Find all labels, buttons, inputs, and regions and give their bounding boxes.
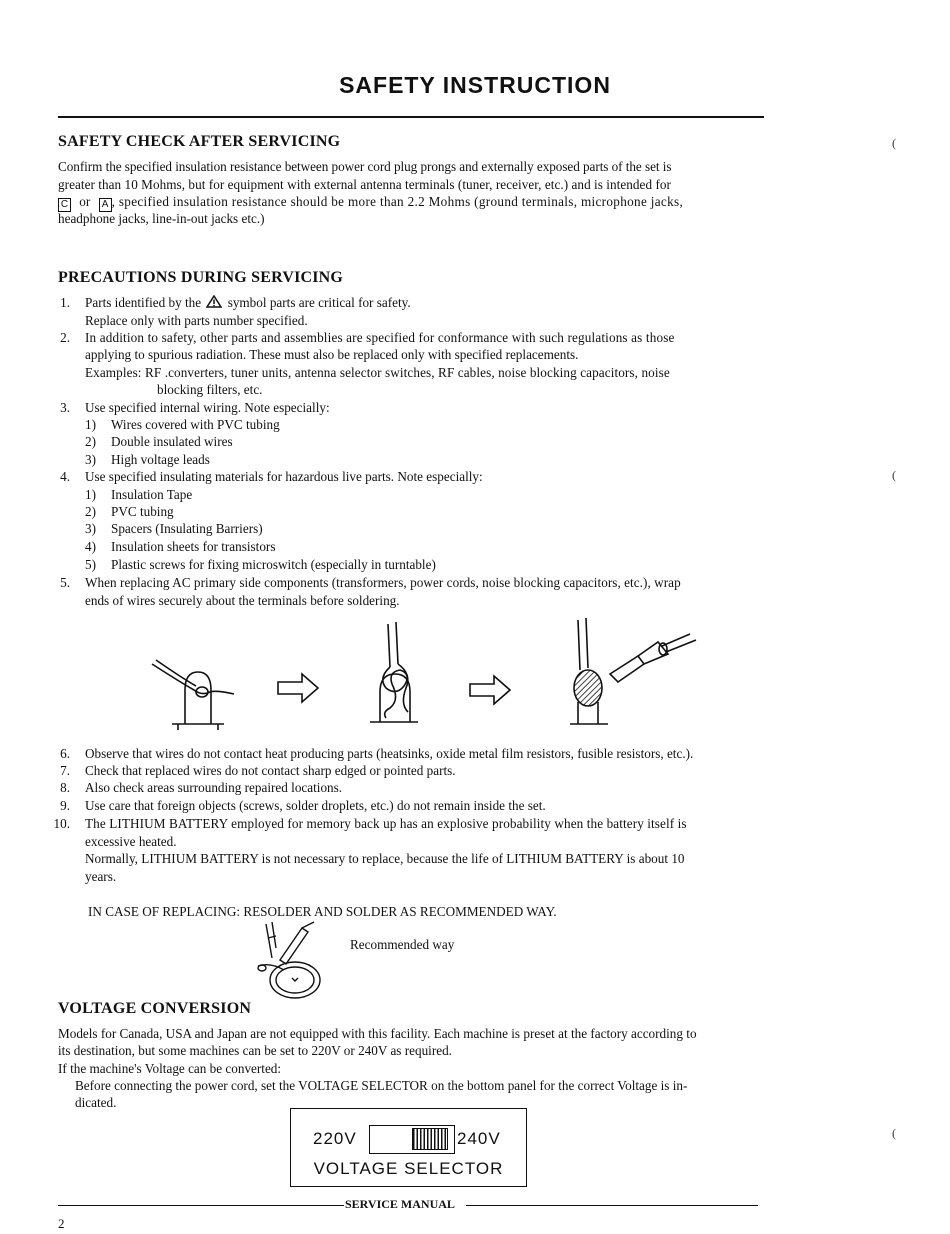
sub-item-number: 1): [85, 487, 96, 502]
safety-check-text-4: headphone jacks, line-in-out jacks etc.): [58, 211, 265, 226]
sub-item-number: 4): [85, 539, 96, 554]
item-1-text-2: Replace only with parts number specified.: [85, 313, 308, 328]
voltage-selector-switch: [369, 1125, 455, 1154]
footer-label: SERVICE MANUAL: [345, 1197, 455, 1211]
item-10-text-1: The LITHIUM BATTERY employed for memory back up has an explosive probability when the battery itself is: [85, 816, 687, 831]
item-2-text-2: applying to spurious radiation. These must also be replaced only with specified replacements.: [85, 347, 579, 362]
sub-item-number: 3): [85, 521, 96, 536]
voltage-selector-label: VOLTAGE SELECTOR: [313, 1159, 504, 1178]
footer-rule-right: [466, 1205, 758, 1206]
item-number: 6.: [60, 746, 70, 761]
replacing-instruction: IN CASE OF REPLACING: RESOLDER AND SOLDER AS RECOMMENDED WAY.: [88, 904, 557, 919]
item-4-text: Use specified insulating materials for hazardous live parts. Note especially:: [85, 469, 483, 484]
item-3-sub-3: High voltage leads: [111, 452, 210, 467]
recommended-way-label: Recommended way: [350, 937, 455, 952]
voltage-220-label: 220V: [313, 1129, 357, 1148]
safety-check-heading: SAFETY CHECK AFTER SERVICING: [58, 133, 341, 150]
sub-item-number: 2): [85, 434, 96, 449]
safety-check-text-1: Confirm the specified insulation resistance between power cord plug prongs and externally exposed parts of the set is: [58, 159, 672, 174]
item-number: 2.: [60, 330, 70, 345]
item-3-sub-2: Double insulated wires: [111, 434, 233, 449]
voltage-text-4: Before connecting the power cord, set the VOLTAGE SELECTOR on the bottom panel for the correct Voltage is in-: [75, 1078, 688, 1093]
sub-item-number: 2): [85, 504, 96, 519]
item-number: 3.: [60, 400, 70, 415]
voltage-text-2: its destination, but some machines can be set to 220V or 240V as required.: [58, 1043, 452, 1058]
footer-rule-left: [58, 1205, 344, 1206]
item-5-text-2: ends of wires securely about the terminals before soldering.: [85, 593, 400, 608]
item-4-sub-1: Insulation Tape: [111, 487, 193, 502]
safety-check-text-3-rest: , specified insulation resistance should be more than 2.2 Mohms (ground terminals, microphone jacks,: [111, 194, 684, 209]
voltage-text-5: dicated.: [75, 1095, 117, 1110]
item-4-sub-5: Plastic screws for fixing microswitch (especially in turntable): [111, 557, 436, 572]
item-3-sub-1: Wires covered with PVC tubing: [111, 417, 280, 432]
voltage-240-label: 240V: [457, 1129, 501, 1148]
item-4-sub-4: Insulation sheets for transistors: [111, 539, 276, 554]
scan-artifact: (: [892, 1126, 896, 1140]
item-4-sub-3: Spacers (Insulating Barriers): [111, 521, 263, 536]
item-1-post: symbol parts are critical for safety.: [227, 295, 411, 310]
scan-artifact: (: [892, 136, 896, 150]
item-number: 9.: [60, 798, 70, 813]
item-number: 10.: [53, 816, 70, 831]
safety-check-text-2: greater than 10 Mohms, but for equipment with external antenna terminals (tuner, receiver, etc.) and is intended for: [58, 177, 671, 192]
item-number: 8.: [60, 780, 70, 795]
item-7-text: Check that replaced wires do not contact sharp edged or pointed parts.: [85, 763, 456, 778]
scan-artifact: (: [892, 468, 896, 482]
item-8-text: Also check areas surrounding repaired locations.: [85, 780, 343, 795]
voltage-selector-diagram: [290, 1108, 527, 1187]
page-title: SAFETY INSTRUCTION: [339, 72, 611, 98]
item-2-text-3: Examples: RF .converters, tuner units, antenna selector switches, RF cables, noise blocking capacitors, noise: [85, 365, 670, 380]
item-number: 4.: [60, 469, 70, 484]
sub-item-number: 5): [85, 557, 96, 572]
item-3-text: Use specified internal wiring. Note especially:: [85, 400, 330, 415]
title-rule: [58, 116, 764, 118]
item-10-text-3: Normally, LITHIUM BATTERY is not necessary to replace, because the life of LITHIUM BATTERY is about 10: [85, 851, 685, 866]
item-10-text-2: excessive heated.: [85, 834, 177, 849]
warning-triangle-icon: [206, 295, 222, 308]
item-4-sub-2: PVC tubing: [111, 504, 174, 519]
battery-soldering-illustration: [250, 918, 330, 1003]
switch-knob: [412, 1128, 448, 1150]
sub-item-number: 1): [85, 417, 96, 432]
item-1-pre: Parts identified by the: [85, 295, 202, 310]
voltage-heading: VOLTAGE CONVERSION: [58, 1000, 252, 1017]
item-1-text: [85, 294, 411, 311]
wire-wrapping-illustration: [150, 612, 710, 732]
voltage-text-3: If the machine's Voltage can be converted:: [58, 1061, 282, 1076]
or-word: or: [79, 194, 91, 209]
item-5-text-1: When replacing AC primary side components (transformers, power cords, noise blocking capacitors, etc.), wrap: [85, 575, 681, 590]
item-number: 7.: [60, 763, 70, 778]
item-2-text-4: blocking filters, etc.: [157, 382, 263, 397]
item-2-text-1: In addition to safety, other parts and assemblies are specified for conformance with such regulations as those: [85, 330, 675, 345]
precautions-heading: PRECAUTIONS DURING SERVICING: [58, 269, 344, 286]
class-a-box: A: [99, 198, 112, 212]
voltage-text-1: Models for Canada, USA and Japan are not equipped with this facility. Each machine is preset at the factory according to: [58, 1026, 697, 1041]
item-number: 1.: [60, 295, 70, 310]
class-c-box: C: [58, 198, 71, 212]
item-6-text: Observe that wires do not contact heat producing parts (heatsinks, oxide metal film resistors, fusible resistors, etc.).: [85, 746, 694, 761]
page-number: 2: [58, 1216, 65, 1231]
item-10-text-4: years.: [85, 869, 117, 884]
item-number: 5.: [60, 575, 70, 590]
sub-item-number: 3): [85, 452, 96, 467]
item-9-text: Use care that foreign objects (screws, solder droplets, etc.) do not remain inside the set.: [85, 798, 546, 813]
